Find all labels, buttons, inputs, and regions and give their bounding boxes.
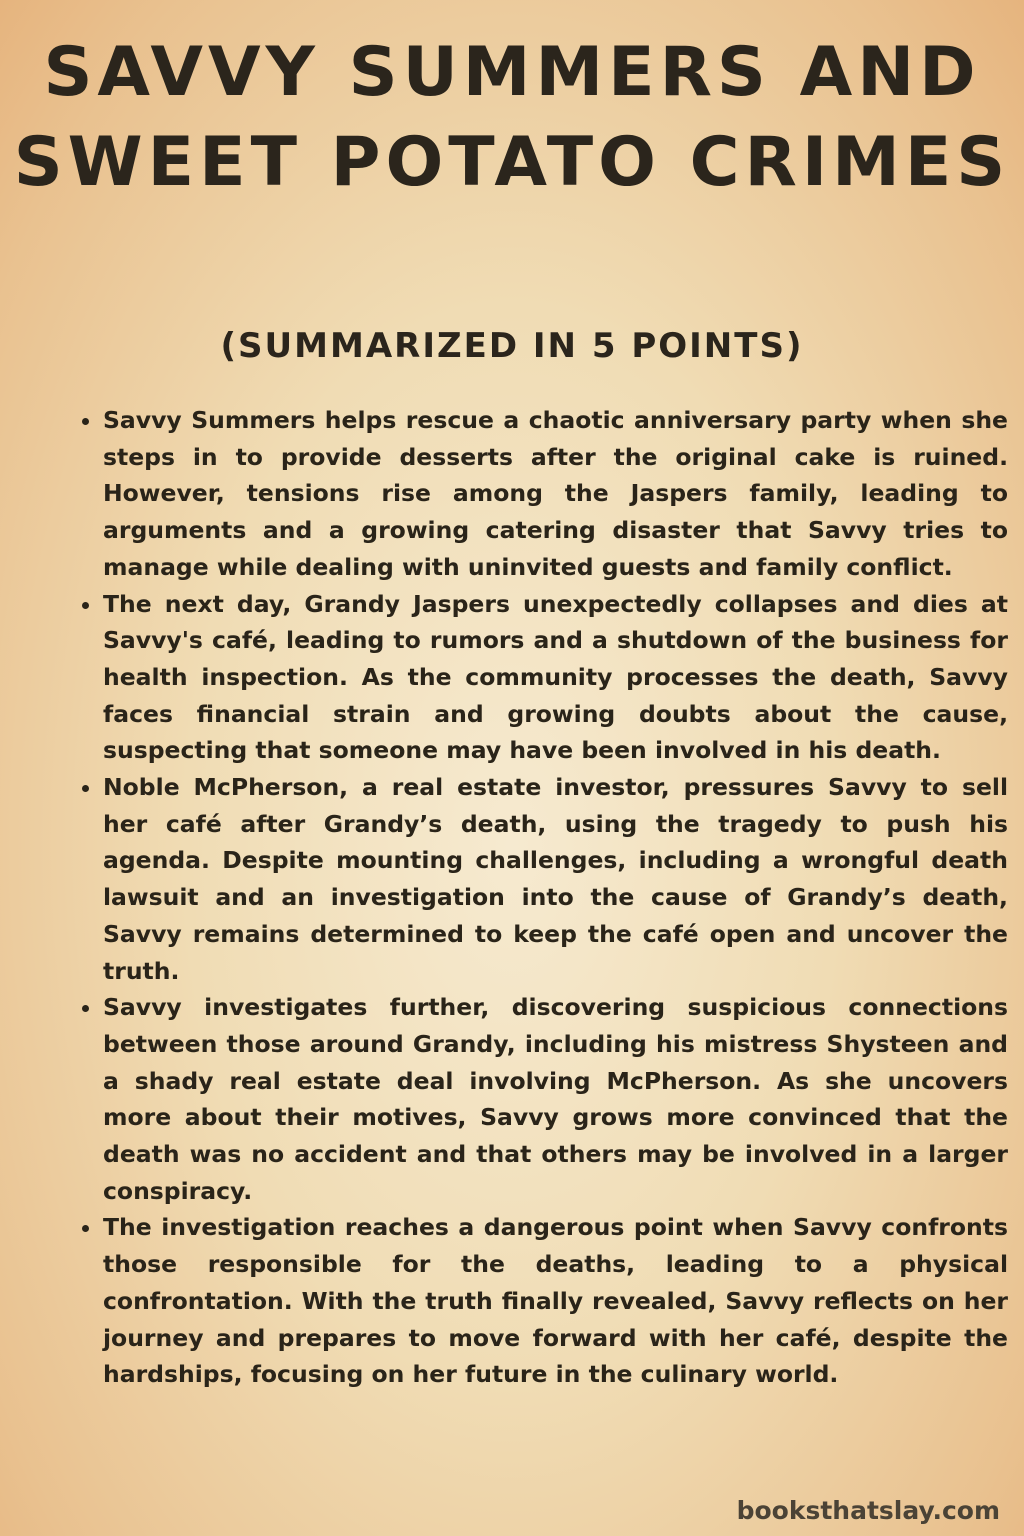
list-item: • The next day, Grandy Jaspers unexpectedly collapses and dies at Savvy's café, leading to rumors and a shutdown of the business for health inspection. As the community processes the death, Savvy faces financial strain and growing doubts about the cause, suspecting that someone may have been involved in his death.	[103, 586, 1008, 770]
page-subtitle: (SUMMARIZED IN 5 POINTS)	[220, 326, 804, 366]
list-item: • Savvy investigates further, discovering suspicious connections between those around Grandy, including his mistress Shysteen and a shady real estate deal involving McPherson. As she uncovers more about their motives, Savvy grows more convinced that the death was no accident and that others may be involved in a larger conspiracy.	[103, 989, 1008, 1209]
site-watermark: booksthatslay.com	[736, 1496, 1000, 1525]
list-item: • Savvy Summers helps rescue a chaotic anniversary party when she steps in to provide desserts after the original cake is ruined. However, tensions rise among the Jaspers family, leading to arguments and a growing catering disaster that Savvy tries to manage while dealing with uninvited guests and family conflict.	[103, 402, 1008, 586]
summary-list	[70, 402, 1008, 1393]
list-item: • Noble McPherson, a real estate investor, pressures Savvy to sell her café after Grandy’s death, using the tragedy to push his agenda. Despite mounting challenges, including a wrongful death lawsuit and an investigation into the cause of Grandy’s death, Savvy remains determined to keep the café open and uncover the truth.	[103, 769, 1008, 989]
page-title: SAVVY SUMMERS AND SWEET POTATO CRIMES	[13, 33, 1011, 202]
list-item: • The investigation reaches a dangerous point when Savvy confronts those responsible for the deaths, leading to a physical confrontation. With the truth finally revealed, Savvy reflects on her journey and prepares to move forward with her café, despite the hardships, focusing on her future in the culinary world.	[103, 1209, 1008, 1393]
